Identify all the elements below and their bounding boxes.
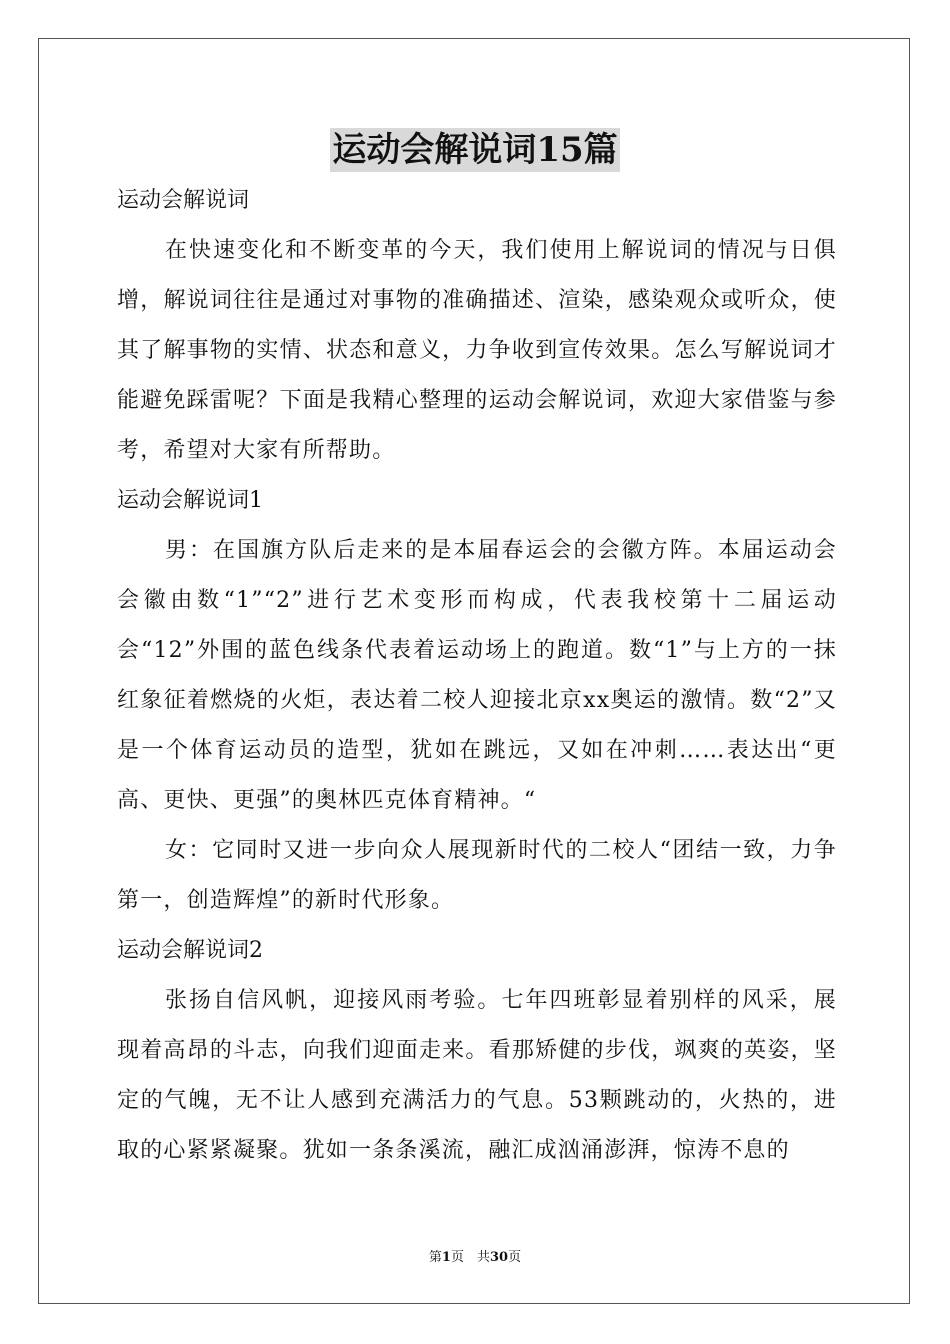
paragraph: 男：在国旗方队后走来的是本届春运会的会徽方阵。本届运动会会徽由数“1”“2”进行艺术变形而构成，代表我校第十二届运动会“12”外围的蓝色线条代表着运动场上的跑道。数“1”与上方的一抹红象征着燃烧的火炬，表达着二校人迎接北京xx奥运的激情。数“2”又是一个体育运动员的造型，犹如在跳远，又如在冲刺……表达出“更高、更快、更强”的奥林匹克体育精神。“ <box>117 538 837 813</box>
footer-total-pages: 30 <box>489 1250 509 1265</box>
document-title: 运动会解说词15篇 <box>332 130 618 170</box>
section-heading: 运动会解说词1 <box>117 488 263 513</box>
footer-page-suffix: 页 <box>508 1250 522 1265</box>
paragraph: 张扬自信风帆，迎接风雨考验。七年四班彰显着别样的风采，展现着高昂的斗志，向我们迎面走来。看那矫健的步伐，飒爽的英姿，坚定的气魄，无不让人感到充满活力的气息。53颗跳动的，火热的，进取的心紧紧凝聚。犹如一条条溪流，融汇成汹涌澎湃，惊涛不息的 <box>117 988 837 1163</box>
section-heading: 运动会解说词 <box>117 188 250 213</box>
footer-page-mid: 页 共 <box>450 1250 490 1265</box>
document-body <box>117 176 837 1176</box>
paragraph: 在快速变化和不断变革的今天，我们使用上解说词的情况与日俱增，解说词往往是通过对事物的准确描述、渲染，感染观众或听众，使其了解事物的实情、状态和意义，力争收到宣传效果。怎么写解说词才能避免踩雷呢？下面是我精心整理的运动会解说词，欢迎大家借鉴与参考，希望对大家有所帮助。 <box>117 238 837 463</box>
paragraph: 女：它同时又进一步向众人展现新时代的二校人“团结一致，力争第一，创造辉煌”的新时代形象。 <box>117 838 837 913</box>
footer-page-prefix: 第 <box>428 1250 442 1265</box>
section-heading: 运动会解说词2 <box>117 938 263 963</box>
footer-page-number: 1 <box>441 1250 451 1265</box>
page-footer <box>0 1249 950 1267</box>
title-container <box>0 128 950 172</box>
